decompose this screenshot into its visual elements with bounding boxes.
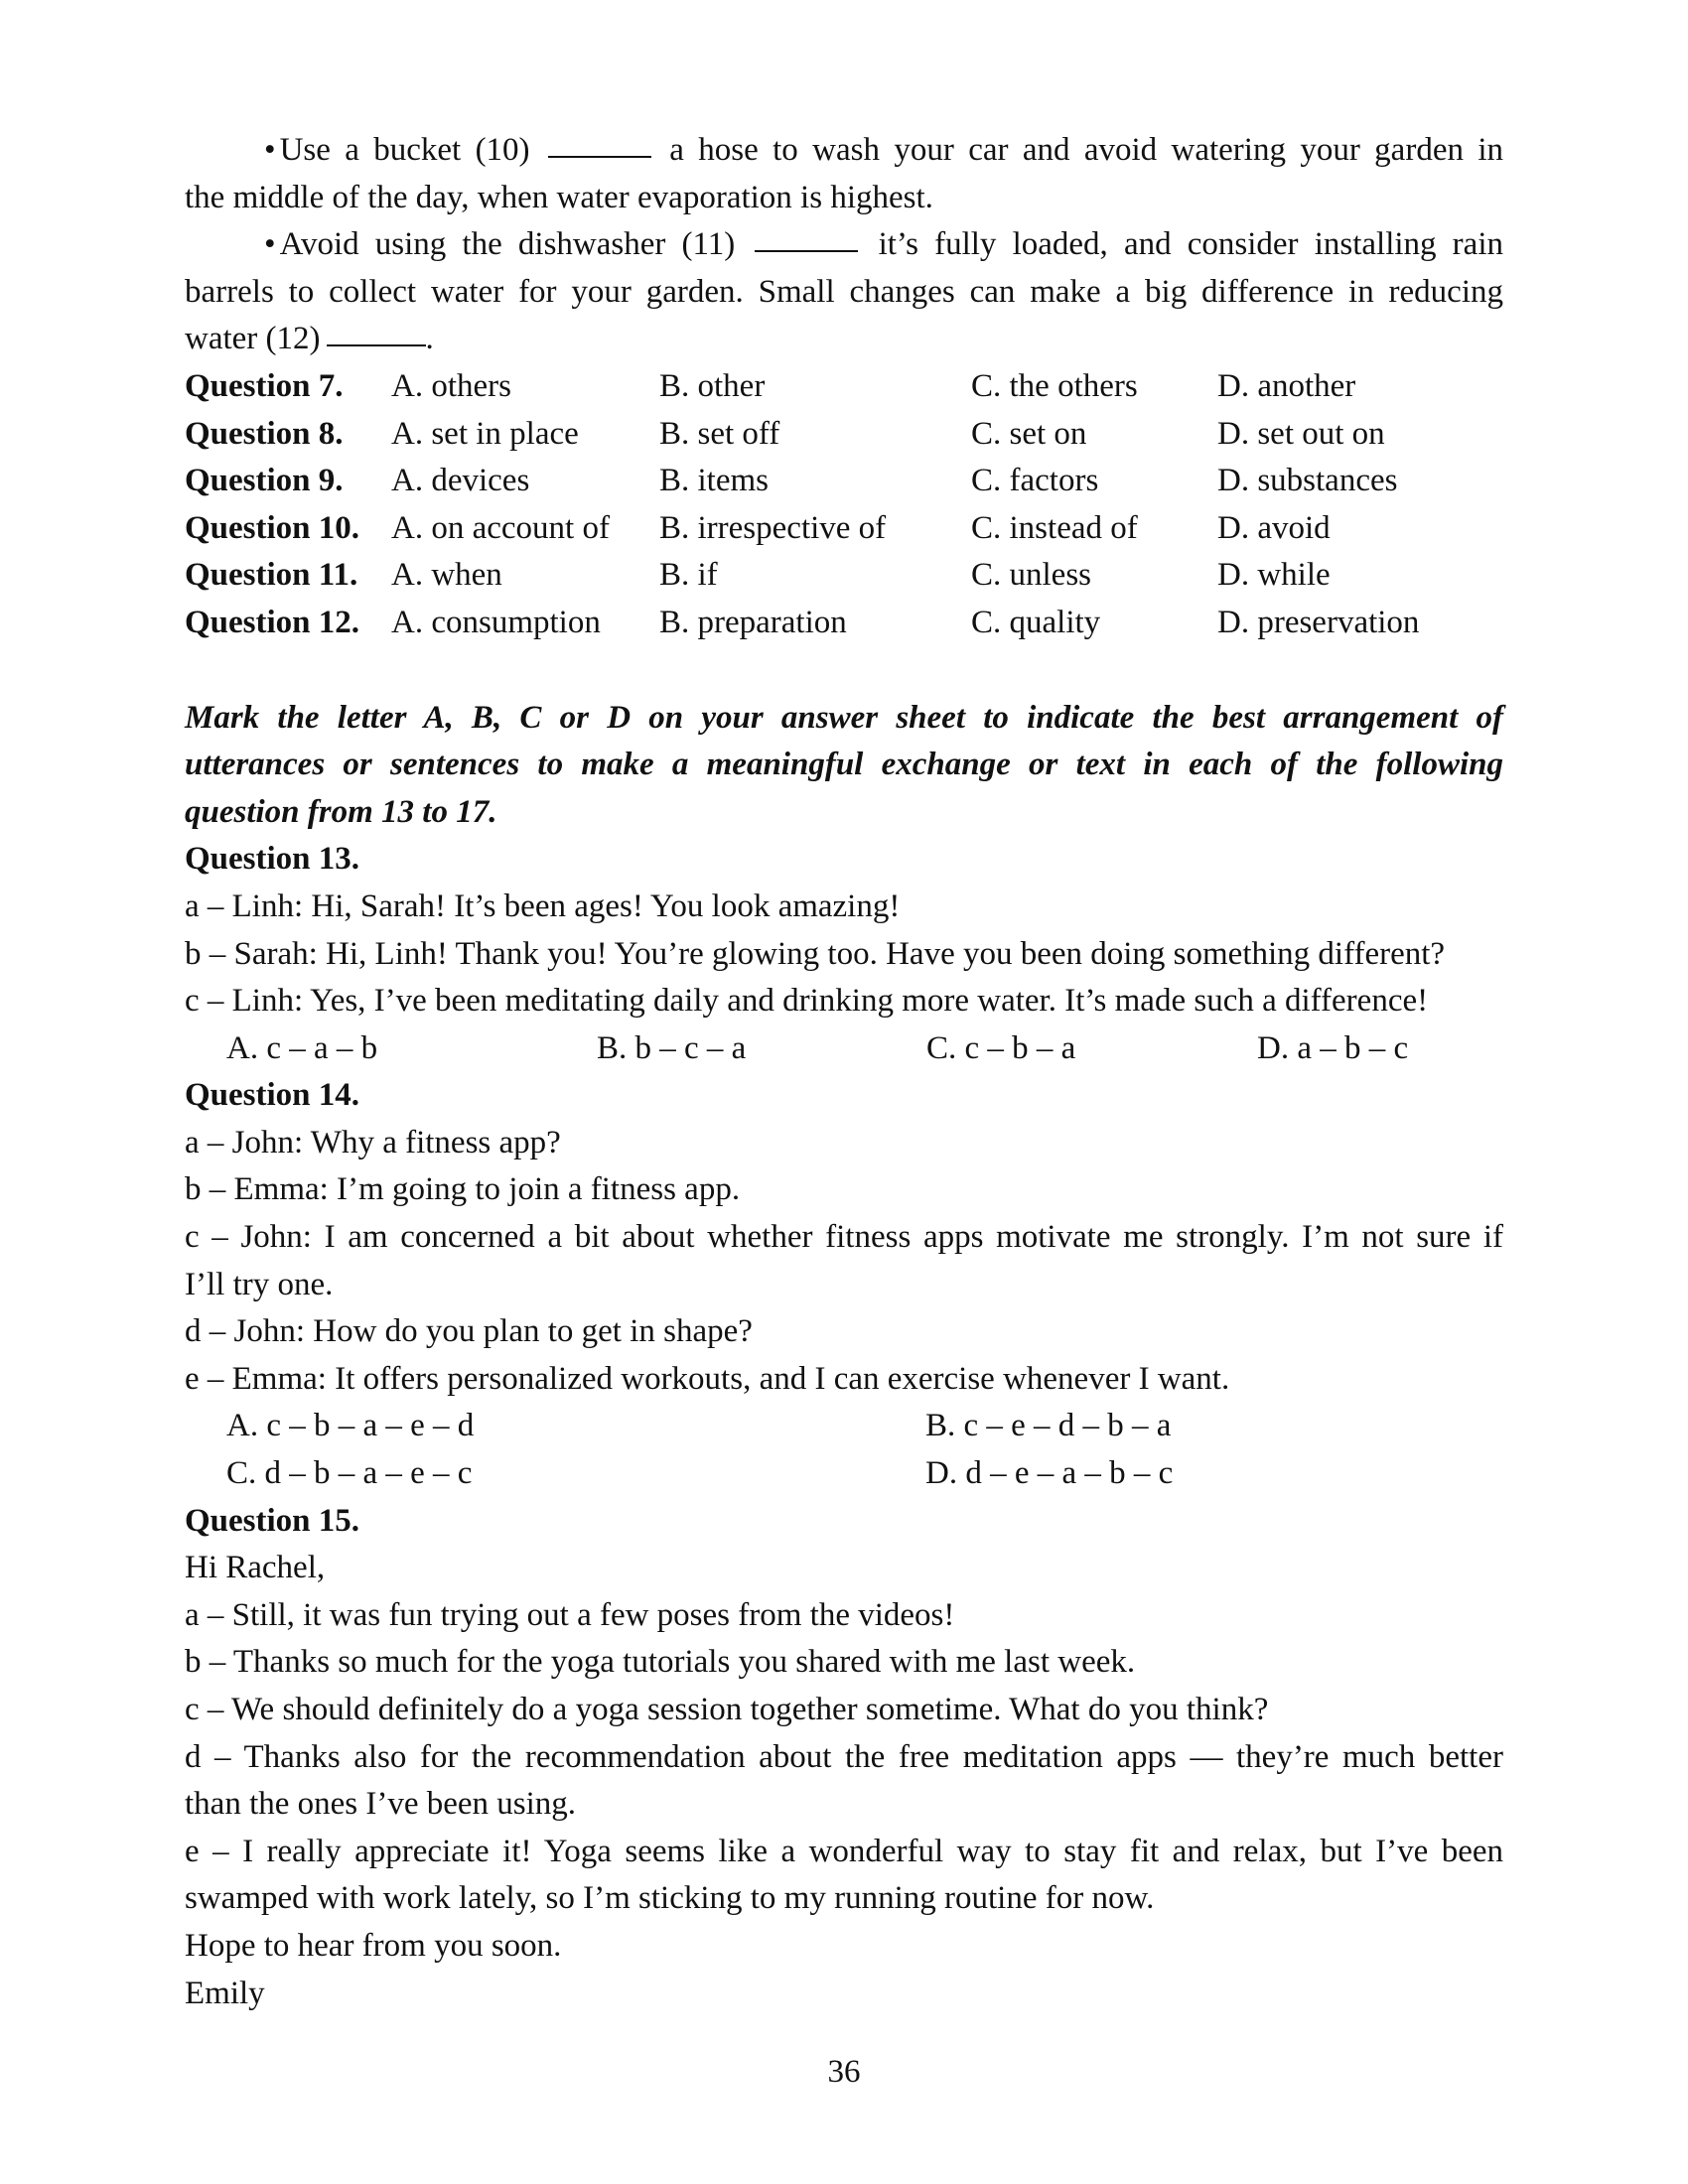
- option-d: D. a – b – c: [1257, 1029, 1409, 1066]
- paragraph-line: barrels to collect water for your garden. Small changes can make a big difference in reducing: [185, 273, 1503, 310]
- document-page: [185, 127, 1503, 2017]
- option-b: B. c – e – d – b – a: [925, 1408, 1172, 1444]
- question-row-9: [185, 458, 1503, 505]
- option-b: B. other: [659, 367, 766, 404]
- option-b: B. set off: [659, 415, 780, 452]
- question-label: Question 7.: [185, 367, 344, 404]
- option-d: D. d – e – a – b – c: [925, 1455, 1174, 1492]
- bullet-icon: •: [264, 226, 276, 263]
- question-row-12: [185, 600, 1503, 647]
- option-c: C. factors: [971, 463, 1099, 499]
- option-d: D. while: [1217, 557, 1331, 594]
- option-c: C. the others: [971, 367, 1138, 404]
- utterance-c: c – John: I am concerned a bit about whether fitness apps motivate me strongly. I’m not sure if: [185, 1219, 1503, 1256]
- question-row-7: [185, 363, 1503, 411]
- text: it’s fully loaded, and consider installing rain: [878, 226, 1503, 263]
- paragraph-line: [185, 316, 1503, 363]
- option-a: A. on account of: [391, 509, 610, 546]
- question-14-options-row-1: [185, 1403, 1503, 1450]
- option-a: A. set in place: [391, 415, 579, 452]
- option-a: A. devices: [391, 463, 530, 499]
- sentence-b: b – Thanks so much for the yoga tutorials you shared with me last week.: [185, 1644, 1136, 1681]
- option-a: A. c – b – a – e – d: [226, 1408, 475, 1444]
- sentence-c: c – We should definitely do a yoga session together sometime. What do you think?: [185, 1692, 1269, 1727]
- answer-blank-12: [327, 344, 426, 346]
- question-label: Question 10.: [185, 509, 360, 546]
- instruction-line: Mark the letter A, B, C or D on your answer sheet to indicate the best arrangement of: [185, 699, 1503, 736]
- option-d: D. substances: [1217, 463, 1398, 499]
- utterance-e: e – Emma: It offers personalized workouts, and I can exercise whenever I want.: [185, 1360, 1230, 1397]
- utterance-d: d – John: How do you plan to get in shape?: [185, 1313, 753, 1350]
- option-c: C. instead of: [971, 509, 1138, 546]
- option-c: C. set on: [971, 415, 1087, 452]
- sentence-d: d – Thanks also for the recommendation about the free meditation apps — they’re much better: [185, 1738, 1503, 1775]
- instruction-line: utterances or sentences to make a meaningful exchange or text in each of the following: [185, 747, 1503, 783]
- question-row-10: [185, 505, 1503, 553]
- sentence-e: e – I really appreciate it! Yoga seems like a wonderful way to stay fit and relax, but I’ve been: [185, 1833, 1503, 1869]
- question-13-label: Question 13.: [185, 841, 360, 878]
- question-14-label: Question 14.: [185, 1077, 360, 1114]
- utterance-b: b – Sarah: Hi, Linh! Thank you! You’re glowing too. Have you been doing something different?: [185, 935, 1446, 972]
- question-13-options: [185, 1025, 1503, 1073]
- bullet-icon: •: [264, 132, 276, 168]
- question-14-options-row-2: [185, 1450, 1503, 1498]
- text: Use a bucket (10): [279, 132, 530, 168]
- option-b: B. preparation: [659, 604, 847, 640]
- utterance-a: a – John: Why a fitness app?: [185, 1124, 561, 1160]
- option-a: A. when: [391, 557, 502, 594]
- text: Avoid using the dishwasher (11): [279, 226, 736, 263]
- option-b: B. if: [659, 557, 718, 594]
- bullet-line-2: [185, 221, 1503, 269]
- text: a hose to wash your car and avoid watering your garden in: [669, 132, 1503, 168]
- sentence-e-continued: swamped with work lately, so I’m sticking to my running routine for now.: [185, 1880, 1155, 1917]
- question-row-8: [185, 411, 1503, 459]
- letter-signature: Emily: [185, 1975, 265, 2011]
- option-b: B. items: [659, 463, 770, 499]
- question-label: Question 12.: [185, 604, 360, 640]
- option-d: D. avoid: [1217, 509, 1331, 546]
- option-b: B. b – c – a: [597, 1029, 747, 1066]
- utterance-c-continued: I’ll try one.: [185, 1266, 334, 1302]
- utterance-b: b – Emma: I’m going to join a fitness app.: [185, 1171, 741, 1208]
- page-number: 36: [827, 2054, 861, 2090]
- spacer: [185, 647, 1503, 695]
- option-d: D. preservation: [1217, 604, 1420, 640]
- question-label: Question 11.: [185, 557, 358, 594]
- answer-blank-11: [755, 250, 858, 252]
- question-row-11: [185, 552, 1503, 600]
- letter-closing: Hope to hear from you soon.: [185, 1927, 562, 1964]
- instruction-line: question from 13 to 17.: [185, 793, 497, 830]
- letter-greeting: Hi Rachel,: [185, 1550, 326, 1586]
- option-b: B. irrespective of: [659, 509, 887, 546]
- text: .: [425, 321, 434, 357]
- utterance-c: c – Linh: Yes, I’ve been meditating daily and drinking more water. It’s made such a difference!: [185, 983, 1429, 1020]
- question-label: Question 9.: [185, 463, 344, 499]
- option-c: C. c – b – a: [926, 1029, 1076, 1066]
- option-c: C. quality: [971, 604, 1101, 640]
- answer-blank-10: [548, 156, 651, 158]
- option-c: C. d – b – a – e – c: [226, 1455, 473, 1492]
- bullet-line-1: [185, 127, 1503, 175]
- option-a: A. consumption: [391, 604, 601, 640]
- sentence-a: a – Still, it was fun trying out a few poses from the videos!: [185, 1596, 955, 1633]
- question-label: Question 8.: [185, 415, 344, 452]
- option-d: D. set out on: [1217, 415, 1385, 452]
- text: water (12): [185, 321, 321, 357]
- utterance-a: a – Linh: Hi, Sarah! It’s been ages! You look amazing!: [185, 887, 901, 924]
- question-15-label: Question 15.: [185, 1502, 360, 1539]
- option-a: A. c – a – b: [226, 1029, 378, 1066]
- paragraph-line: the middle of the day, when water evaporation is highest.: [185, 179, 933, 215]
- option-d: D. another: [1217, 367, 1356, 404]
- option-a: A. others: [391, 367, 511, 404]
- option-c: C. unless: [971, 557, 1092, 594]
- sentence-d-continued: than the ones I’ve been using.: [185, 1786, 577, 1823]
